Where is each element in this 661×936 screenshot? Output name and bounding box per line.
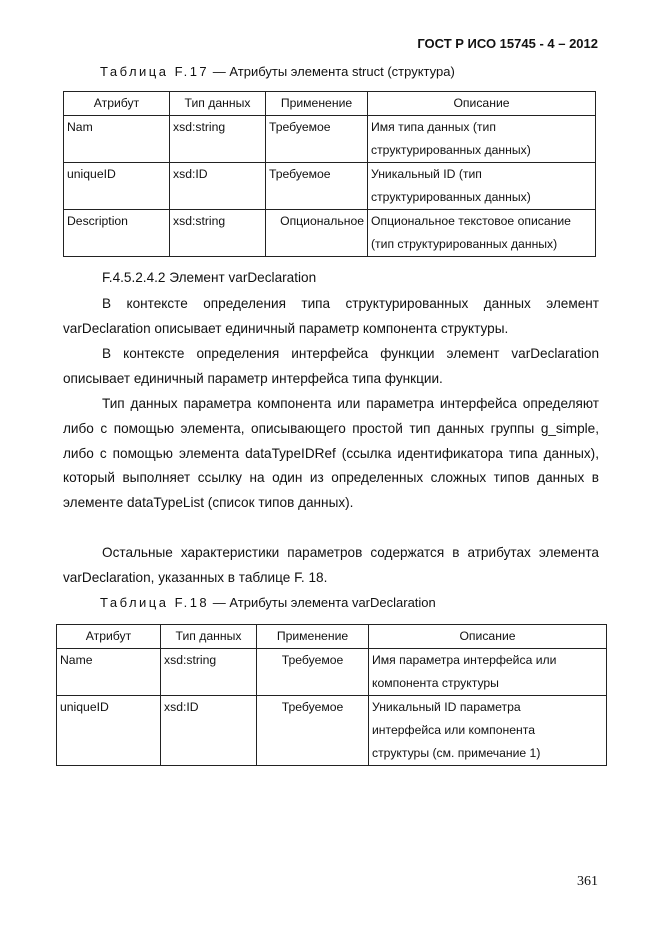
attributes-table-f17 [63, 91, 596, 257]
cell-usage: Опциональное [266, 210, 368, 257]
paragraph [63, 541, 599, 591]
column-header: Применение [257, 625, 369, 649]
table-caption-prefix: Таблица F.18 [100, 595, 210, 610]
paragraph [63, 392, 599, 516]
cell-description [368, 163, 596, 210]
table-caption-prefix: Таблица F.17 [100, 64, 210, 79]
table-caption-text: — Атрибуты элемента varDeclaration [209, 595, 436, 610]
cell-type: xsd:ID [161, 696, 257, 766]
column-header: Применение [266, 92, 368, 116]
cell-type: xsd:ID [170, 163, 266, 210]
cell-attribute: uniqueID [57, 696, 161, 766]
cell-attribute: Description [64, 210, 170, 257]
desc-line: компонента структуры [372, 676, 499, 690]
column-header: Описание [369, 625, 607, 649]
cell-usage: Требуемое [257, 696, 369, 766]
attributes-table-f18 [56, 624, 607, 766]
cell-attribute: Name [57, 649, 161, 696]
desc-line: Имя параметра интерфейса или [372, 653, 557, 667]
cell-usage: Требуемое [266, 163, 368, 210]
column-header: Тип данных [170, 92, 266, 116]
table-caption-f18 [100, 595, 436, 610]
cell-type: xsd:string [170, 116, 266, 163]
cell-description [369, 696, 607, 766]
cell-description [369, 649, 607, 696]
column-header: Описание [368, 92, 596, 116]
table-row [64, 116, 596, 163]
desc-line: Опциональное текстовое описание [371, 214, 571, 228]
cell-attribute: Nam [64, 116, 170, 163]
column-header: Атрибут [57, 625, 161, 649]
cell-type: xsd:string [170, 210, 266, 257]
cell-usage: Требуемое [257, 649, 369, 696]
cell-usage: Требуемое [266, 116, 368, 163]
paragraph [63, 292, 599, 342]
desc-line: структурированных данных) [371, 143, 531, 157]
desc-line: (тип структурированных данных) [371, 237, 558, 251]
paragraph [63, 342, 599, 392]
table-caption-f17 [100, 64, 455, 79]
document-header: ГОСТ Р ИСО 15745 - 4 – 2012 [417, 36, 598, 51]
paragraph-text: Тип данных параметра компонента или параметра интерфейса определяют либо с помощью элемента, описывающего простой тип данных группы g_simple, либо с помощью элемента dataTypeIDRef (ссылка идентификатора типа данных), который выполняет ссылку на один из определенных сложных типов данных в элементе dataTypeList (список типов данных). [63, 396, 599, 511]
cell-description [368, 210, 596, 257]
table-row [57, 649, 607, 696]
paragraph-text: В контексте определения типа структурированных данных элемент varDeclaration описывает единичный параметр компонента структуры. [63, 296, 599, 336]
column-header: Тип данных [161, 625, 257, 649]
table-caption-text: — Атрибуты элемента struct (структура) [209, 64, 455, 79]
column-header: Атрибут [64, 92, 170, 116]
desc-line: Уникальный ID параметра [372, 700, 521, 714]
cell-type: xsd:string [161, 649, 257, 696]
cell-description [368, 116, 596, 163]
table-row [64, 210, 596, 257]
paragraph-text: В контексте определения интерфейса функции элемент varDeclaration описывает единичный параметр интерфейса типа функции. [63, 346, 599, 386]
desc-line: интерфейса или компонента [372, 723, 535, 737]
cell-attribute: uniqueID [64, 163, 170, 210]
table-row [64, 163, 596, 210]
table-header-row [57, 625, 607, 649]
section-heading: F.4.5.2.4.2 Элемент varDeclaration [102, 270, 317, 285]
desc-line: структурированных данных) [371, 190, 531, 204]
page-number: 361 [577, 874, 598, 889]
desc-line: структуры (см. примечание 1) [372, 746, 541, 760]
desc-line: Имя типа данных (тип [371, 120, 496, 134]
table-row [57, 696, 607, 766]
paragraph-text: Остальные характеристики параметров содержатся в атрибутах элемента varDeclaration, указанных в таблице F. 18. [63, 545, 599, 585]
table-header-row [64, 92, 596, 116]
desc-line: Уникальный ID (тип [371, 167, 482, 181]
